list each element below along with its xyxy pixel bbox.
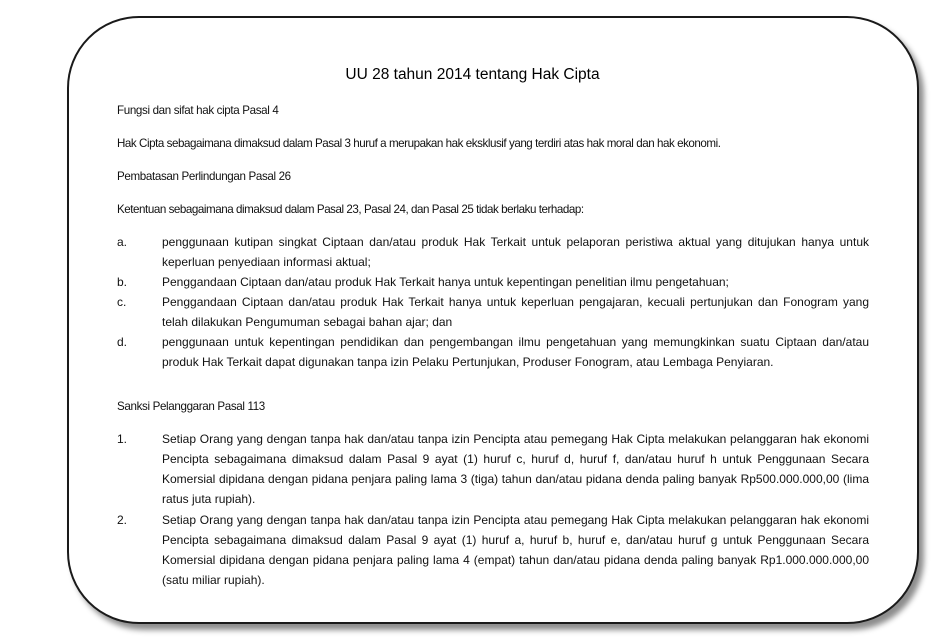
section-heading-pembatasan: Pembatasan Perlindungan Pasal 26 bbox=[117, 170, 291, 183]
list-item-text: Setiap Orang yang dengan tanpa hak dan/atau tanpa izin Pencipta atau pemegang Hak Cipta melakukan pelanggaran hak ekonomi Pencipta sebagaimana dimaksud dalam Pasal 9 ayat (1) huruf c, huruf d, huruf f, dan/atau huruf h untuk Penggunaan Secara Komersial dipidana dengan pidana penjara paling lama 3 (tiga) tahun dan/atau pidana denda paling banyak Rp500.000.000,00 (lima ratus juta rupiah). bbox=[162, 432, 869, 506]
list-item bbox=[117, 292, 869, 332]
list-item-text: penggunaan kutipan singkat Ciptaan dan/atau produk Hak Terkait untuk pelaporan peristiwa aktual yang ditujukan hanya untuk keperluan penyediaan informasi aktual; bbox=[162, 235, 869, 269]
list-item-text: Penggandaan Ciptaan dan/atau produk Hak Terkait hanya untuk kepentingan penelitian ilmu pengetahuan; bbox=[162, 275, 729, 289]
document-title: UU 28 tahun 2014 tentang Hak Cipta bbox=[345, 66, 600, 83]
list-item-text: Setiap Orang yang dengan tanpa hak dan/atau tanpa izin Pencipta atau pemegang Hak Cipta melakukan pelanggaran hak ekonomi Pencipta sebagaimana dimaksud dalam Pasal 9 ayat (1) huruf a, huruf b, huruf e, dan/atau huruf g untuk Penggunaan Secara Komersial dipidana dengan pidana penjara paling lama 4 (empat) tahun dan/atau pidana denda paling banyak Rp1.000.000.000,00 (satu miliar rupiah). bbox=[162, 513, 869, 587]
list-item-text: penggunaan untuk kepentingan pendidikan dan pengembangan ilmu pengetahuan yang memungkinkan suatu Ciptaan dan/atau produk Hak Terkait dapat digunakan tanpa izin Pelaku Pertunjukan, Produser Fonogram, atau Lembaga Penyiaran. bbox=[162, 335, 869, 369]
list-item bbox=[117, 272, 869, 292]
section-heading-sanksi: Sanksi Pelanggaran Pasal 113 bbox=[117, 400, 265, 413]
list-marker: d. bbox=[117, 335, 128, 349]
section-heading-fungsi: Fungsi dan sifat hak cipta Pasal 4 bbox=[117, 104, 279, 117]
list-item bbox=[117, 232, 869, 272]
list-marker: 2. bbox=[117, 513, 128, 527]
section-intro-pembatasan: Ketentuan sebagaimana dimaksud dalam Pasal 23, Pasal 24, dan Pasal 25 tidak berlaku terhadap: bbox=[117, 203, 584, 216]
list-marker: b. bbox=[117, 275, 128, 289]
list-item bbox=[117, 510, 869, 590]
list-marker: a. bbox=[117, 235, 128, 249]
section-text-fungsi: Hak Cipta sebagaimana dimaksud dalam Pasal 3 huruf a merupakan hak eksklusif yang terdiri atas hak moral dan hak ekonomi. bbox=[117, 137, 721, 150]
list-item bbox=[117, 429, 869, 509]
list-item-text: Penggandaan Ciptaan dan/atau produk Hak Terkait hanya untuk keperluan pengajaran, kecuali pertunjukan dan Fonogram yang telah dilakukan Pengumuman sebagai bahan ajar; dan bbox=[162, 295, 869, 329]
list-marker: 1. bbox=[117, 432, 128, 446]
list-item bbox=[117, 332, 869, 372]
list-marker: c. bbox=[117, 295, 127, 309]
